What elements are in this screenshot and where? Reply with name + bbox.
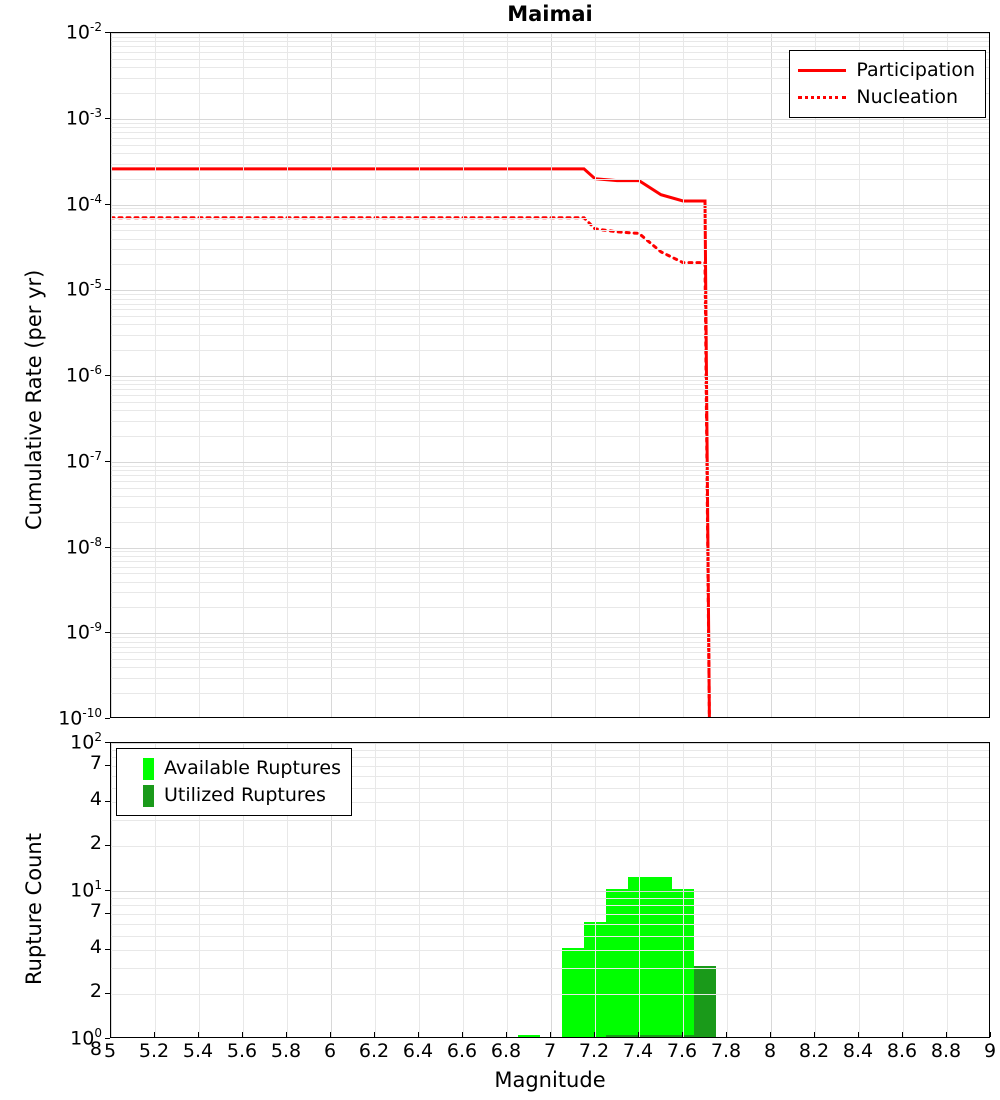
y-tick-mark <box>105 765 110 766</box>
x-tick-label: 7 <box>543 1040 557 1062</box>
gridline-horizontal-minor <box>111 642 989 643</box>
y-tick-mark <box>105 742 110 743</box>
green-square-icon <box>143 758 154 780</box>
gridline-horizontal-minor <box>111 936 989 937</box>
y-tick-mark <box>105 845 110 846</box>
y-tick-mark <box>105 801 110 802</box>
x-tick-mark <box>242 1032 243 1037</box>
gridline-horizontal <box>111 205 989 206</box>
x-tick-mark <box>726 1032 727 1037</box>
gridline-horizontal-minor <box>111 153 989 154</box>
gridline-horizontal-minor <box>111 950 989 951</box>
gridline-horizontal-minor <box>111 470 989 471</box>
dotted-line-icon <box>798 96 846 99</box>
y-tick-label: 2 <box>89 832 102 855</box>
x-tick-mark <box>594 1032 595 1037</box>
gridline-horizontal-minor <box>111 507 989 508</box>
x-tick-label: 8.6 <box>886 1040 918 1062</box>
gridline-horizontal-minor <box>111 218 989 219</box>
bar-utilized <box>694 966 716 1037</box>
y-tick-mark <box>105 461 110 462</box>
y-tick-label: 4 <box>89 787 102 810</box>
y-tick-mark <box>105 547 110 548</box>
gridline-horizontal-minor <box>111 551 989 552</box>
gridline-horizontal-minor <box>111 123 989 124</box>
gridline-vertical <box>639 33 640 717</box>
x-tick-mark <box>198 1032 199 1037</box>
gridline-horizontal <box>111 633 989 634</box>
page-title: Maimai <box>507 2 593 26</box>
bar-available <box>518 1035 540 1037</box>
gridline-horizontal-minor <box>111 145 989 146</box>
y-tick-label: $10^{-5}$ <box>65 277 102 301</box>
x-tick-mark <box>858 1032 859 1037</box>
gridline-horizontal-minor <box>111 573 989 574</box>
gridline-vertical <box>595 33 596 717</box>
gridline-horizontal-minor <box>111 678 989 679</box>
legend-item-available-ruptures <box>125 755 341 782</box>
gridline-horizontal <box>111 376 989 377</box>
x-tick-label: 5.6 <box>226 1040 258 1062</box>
bar-utilized <box>606 1035 628 1037</box>
x-tick-label: 8.4 <box>842 1040 874 1062</box>
x-tick-label: 5.8 <box>270 1040 302 1062</box>
curve-participation <box>111 169 712 718</box>
y-tick-label: $10^2$ <box>70 730 102 754</box>
gridline-horizontal-minor <box>111 647 989 648</box>
legend-label-participation: Participation <box>856 59 975 81</box>
gridline-horizontal-minor <box>111 37 989 38</box>
y-tick-mark <box>105 632 110 633</box>
gridline-horizontal-minor <box>111 395 989 396</box>
x-tick-label: 6.8 <box>490 1040 522 1062</box>
gridline-vertical <box>111 33 112 717</box>
x-tick-mark <box>418 1032 419 1037</box>
y-tick-label: $10^{-9}$ <box>65 620 102 644</box>
gridline-vertical <box>815 33 816 717</box>
y-tick-mark <box>105 718 110 719</box>
y-tick-mark <box>105 993 110 994</box>
gridline-vertical <box>375 33 376 717</box>
gridline-horizontal-minor <box>111 475 989 476</box>
gridline-horizontal-minor <box>111 652 989 653</box>
gridline-horizontal-minor <box>111 380 989 381</box>
x-tick-label: 7.6 <box>666 1040 698 1062</box>
x-tick-mark <box>770 1032 771 1037</box>
gridline-horizontal-minor <box>111 309 989 310</box>
bar-available <box>606 889 628 1037</box>
gridline-horizontal-minor <box>111 213 989 214</box>
legend-top <box>789 50 986 118</box>
dark-green-square-icon <box>143 785 154 807</box>
x-tick-label: 5.2 <box>138 1040 170 1062</box>
y-tick-mark <box>105 890 110 891</box>
x-tick-label: 9 <box>983 1040 997 1062</box>
y-tick-label-extra: 8 <box>89 1038 102 1060</box>
gridline-horizontal-minor <box>111 132 989 133</box>
y-axis-label-top: Cumulative Rate (per yr) <box>22 269 46 530</box>
gridline-horizontal <box>111 462 989 463</box>
bar-available <box>562 948 584 1037</box>
x-tick-mark <box>154 1032 155 1037</box>
legend-item-participation <box>798 57 975 84</box>
gridline-vertical <box>947 33 948 717</box>
y-tick-label: $10^0$ <box>70 1026 102 1050</box>
y-tick-label: $10^{-2}$ <box>65 20 102 44</box>
gridline-horizontal-minor <box>111 522 989 523</box>
gridline-horizontal-minor <box>111 127 989 128</box>
x-tick-mark <box>550 1032 551 1037</box>
gridline-vertical <box>859 33 860 717</box>
legend-label-nucleation: Nucleation <box>856 86 959 108</box>
y-tick-mark <box>105 204 110 205</box>
x-tick-label: 6.6 <box>446 1040 478 1062</box>
y-tick-mark <box>105 32 110 33</box>
gridline-horizontal-minor <box>111 350 989 351</box>
legend-label-available-ruptures: Available Ruptures <box>164 757 341 779</box>
y-tick-label: 7 <box>89 899 102 922</box>
gridline-horizontal-minor <box>111 607 989 608</box>
gridline-horizontal <box>111 33 989 34</box>
y-tick-label: 4 <box>89 935 102 958</box>
y-tick-label: 2 <box>89 980 102 1003</box>
gridline-horizontal-minor <box>111 421 989 422</box>
gridline-horizontal-minor <box>111 304 989 305</box>
gridline-horizontal-minor <box>111 481 989 482</box>
curve-nucleation <box>111 218 712 718</box>
legend-label-utilized-ruptures: Utilized Ruptures <box>164 784 326 806</box>
x-tick-mark <box>638 1032 639 1037</box>
gridline-vertical <box>551 33 552 717</box>
gridline-horizontal-minor <box>111 924 989 925</box>
rupture-count-plot <box>110 742 990 1038</box>
x-tick-mark <box>902 1032 903 1037</box>
x-tick-label: 8 <box>763 1040 777 1062</box>
gridline-horizontal-minor <box>111 582 989 583</box>
y-tick-label: $10^{-8}$ <box>65 534 102 558</box>
x-tick-mark <box>946 1032 947 1037</box>
gridline-horizontal-minor <box>111 592 989 593</box>
gridline-vertical <box>331 33 332 717</box>
y-tick-mark <box>105 913 110 914</box>
x-tick-label: 8.8 <box>930 1040 962 1062</box>
y-tick-mark <box>105 289 110 290</box>
gridline-horizontal-minor <box>111 693 989 694</box>
gridline-horizontal-minor <box>111 46 989 47</box>
gridline-horizontal-minor <box>111 496 989 497</box>
gridline-horizontal-minor <box>111 41 989 42</box>
gridline-horizontal-minor <box>111 488 989 489</box>
gridline-horizontal-minor <box>111 846 989 847</box>
legend-item-nucleation <box>798 84 975 111</box>
legend-bottom <box>116 748 352 816</box>
gridline-horizontal <box>111 290 989 291</box>
y-tick-label: 7 <box>89 751 102 774</box>
gridline-horizontal-minor <box>111 294 989 295</box>
gridline-horizontal-minor <box>111 324 989 325</box>
y-tick-mark <box>105 1038 110 1039</box>
gridline-horizontal-minor <box>111 164 989 165</box>
gridline-horizontal <box>111 119 989 120</box>
gridline-horizontal-minor <box>111 561 989 562</box>
gridline-horizontal-minor <box>111 410 989 411</box>
gridline-horizontal <box>111 548 989 549</box>
gridline-horizontal-minor <box>111 224 989 225</box>
x-tick-label: 6.2 <box>358 1040 390 1062</box>
legend-item-utilized-ruptures <box>125 782 341 809</box>
gridline-horizontal-minor <box>111 402 989 403</box>
x-tick-label: 8.2 <box>798 1040 830 1062</box>
x-tick-label: 7.4 <box>622 1040 654 1062</box>
gridline-vertical <box>243 33 244 717</box>
x-tick-mark <box>462 1032 463 1037</box>
x-axis-label: Magnitude <box>494 1068 606 1092</box>
gridline-horizontal-minor <box>111 316 989 317</box>
gridline-horizontal-minor <box>111 567 989 568</box>
x-tick-mark <box>110 1032 111 1037</box>
y-tick-mark <box>105 949 110 950</box>
y-tick-mark <box>105 118 110 119</box>
gridline-horizontal-minor <box>111 230 989 231</box>
x-tick-mark <box>990 1032 991 1037</box>
gridline-vertical <box>903 33 904 717</box>
gridline-horizontal-minor <box>111 466 989 467</box>
x-tick-label: 7.2 <box>578 1040 610 1062</box>
gridline-horizontal-minor <box>111 820 989 821</box>
y-tick-label: $10^{-6}$ <box>65 363 102 387</box>
gridline-horizontal <box>111 743 989 744</box>
gridline-horizontal-minor <box>111 208 989 209</box>
gridline-vertical <box>771 33 772 717</box>
bar-available <box>650 877 672 1037</box>
gridline-horizontal-minor <box>111 436 989 437</box>
y-tick-mark <box>105 375 110 376</box>
y-axis-label-bottom: Rupture Count <box>22 833 46 985</box>
gridline-horizontal-minor <box>111 389 989 390</box>
gridline-horizontal-minor <box>111 667 989 668</box>
gridline-horizontal <box>111 891 989 892</box>
y-tick-label: $10^{-4}$ <box>65 191 102 215</box>
x-tick-label: 5.4 <box>182 1040 214 1062</box>
gridline-vertical <box>419 33 420 717</box>
x-tick-mark <box>682 1032 683 1037</box>
gridline-horizontal-minor <box>111 637 989 638</box>
gridline-horizontal-minor <box>111 556 989 557</box>
gridline-vertical <box>155 33 156 717</box>
gridline-horizontal-minor <box>111 249 989 250</box>
gridline-horizontal-minor <box>111 179 989 180</box>
x-tick-label: 7.8 <box>710 1040 742 1062</box>
gridline-horizontal-minor <box>111 968 989 969</box>
gridline-vertical <box>287 33 288 717</box>
x-tick-mark <box>330 1032 331 1037</box>
x-tick-mark <box>814 1032 815 1037</box>
x-tick-label: 6.4 <box>402 1040 434 1062</box>
gridline-vertical <box>463 33 464 717</box>
x-tick-mark <box>286 1032 287 1037</box>
gridline-horizontal-minor <box>111 335 989 336</box>
y-tick-label: $10^{-10}$ <box>58 706 102 730</box>
x-tick-label: 6 <box>323 1040 337 1062</box>
gridline-horizontal-minor <box>111 239 989 240</box>
x-tick-label: 5 <box>103 1040 117 1062</box>
gridline-horizontal-minor <box>111 384 989 385</box>
y-tick-label: $10^{-3}$ <box>65 105 102 130</box>
gridline-horizontal-minor <box>111 898 989 899</box>
y-tick-label: $10^1$ <box>70 878 102 902</box>
x-tick-mark <box>506 1032 507 1037</box>
gridline-horizontal-minor <box>111 905 989 906</box>
gridline-vertical <box>507 33 508 717</box>
gridline-vertical <box>199 33 200 717</box>
cumulative-rate-plot <box>110 32 990 718</box>
gridline-horizontal-minor <box>111 264 989 265</box>
gridline-horizontal-minor <box>111 914 989 915</box>
gridline-horizontal-minor <box>111 138 989 139</box>
gridline-horizontal-minor <box>111 659 989 660</box>
x-tick-mark <box>374 1032 375 1037</box>
bar-utilized <box>650 1035 672 1037</box>
gridline-vertical <box>683 33 684 717</box>
gridline-horizontal-minor <box>111 299 989 300</box>
solid-line-icon <box>798 69 846 72</box>
y-tick-label: $10^{-7}$ <box>65 448 102 473</box>
gridline-horizontal-minor <box>111 994 989 995</box>
gridline-vertical <box>727 33 728 717</box>
